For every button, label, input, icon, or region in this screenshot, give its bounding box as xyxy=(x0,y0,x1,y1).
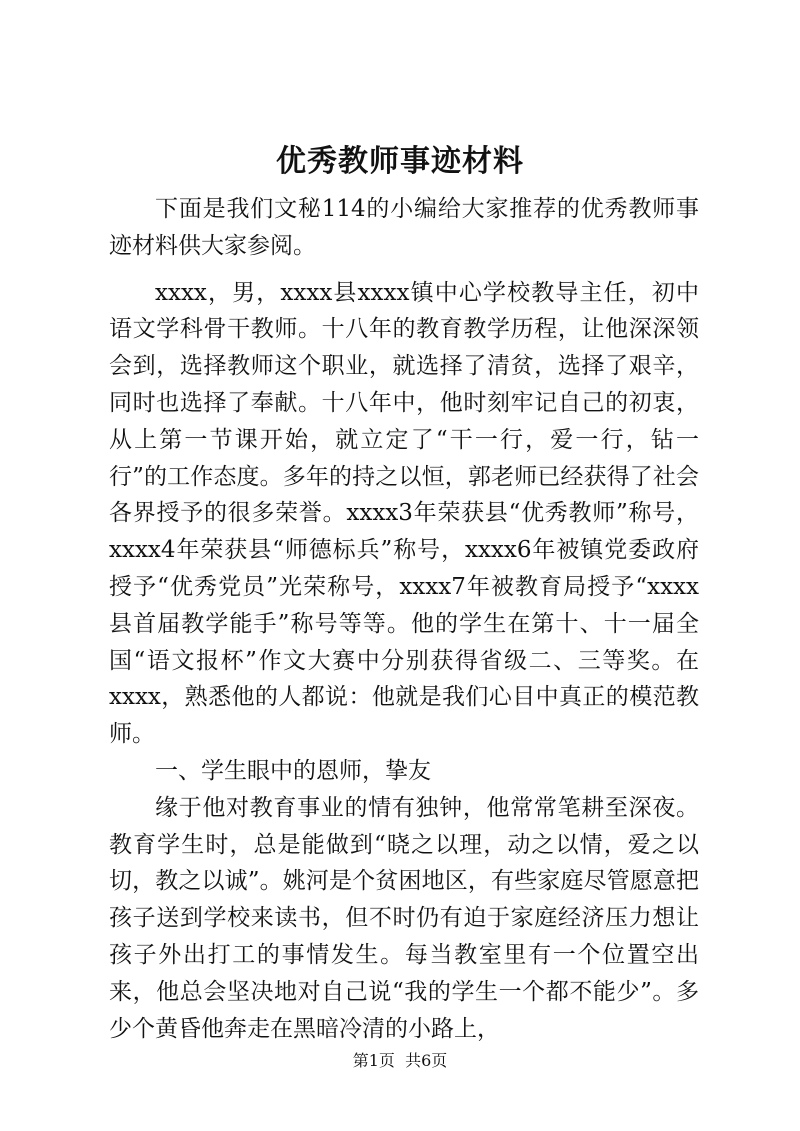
profile-paragraph: xxxx，男，xxxx县xxxx镇中心学校教导主任，初中语文学科骨干教师。十八年的教育教学历程，让他深深领会到，选择教师这个职业，就选择了清贫，选择了艰辛，同时也选择了奉献。十八年中，他时刻牢记自己的初衷，从上第一节课开始，就立定了“干一行，爱一行，钻一行”的工作态度。多年的持之以恒，郭老师已经获得了社会各界授予的很多荣誉。xxxx3年荣获县“优秀教师”称号，xxxx4年荣获县“师德标兵”称号，xxxx6年被镇党委政府授予“优秀党员”光荣称号，xxxx7年被教育局授予“xxxx县首届教学能手”称号等等。他的学生在第十、十一届全国“语文报杯”作文大赛中分别获得省级二、三等奖。在xxxx，熟悉他的人都说：他就是我们心目中真正的模范教师。 xyxy=(109,279,699,748)
document-body xyxy=(109,191,699,1047)
section-heading: 一、学生眼中的恩师，挚友 xyxy=(155,757,431,784)
intro-paragraph: 下面是我们文秘114的小编给大家推荐的优秀教师事迹材料供大家参阅。 xyxy=(109,196,699,259)
page-footer xyxy=(0,1048,800,1071)
section-paragraph: 缘于他对教育事业的情有独钟，他常常笔耕至深夜。教育学生时，总是能做到“晓之以理，动之以情，爱之以切，教之以诚”。姚河是个贫困地区，有些家庭尽管愿意把孩子送到学校来读书，但不时仍有迫于家庭经济压力想让孩子外出打工的事情发生。每当教室里有一个位置空出来，他总会坚决地对自己说“我的学生一个都不能少”。多少个黄昏他奔走在黑暗冷清的小路上， xyxy=(109,794,699,1042)
document-title: 优秀教师事迹材料 xyxy=(276,144,524,179)
page-number-label: 第1页 共6页 xyxy=(352,1051,448,1070)
